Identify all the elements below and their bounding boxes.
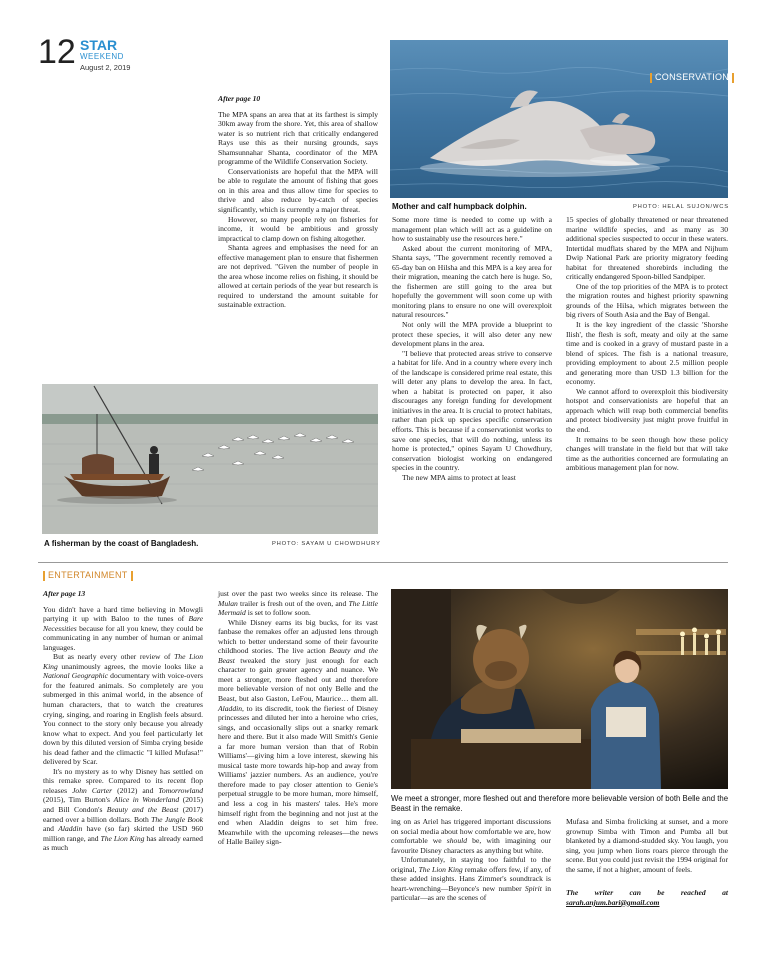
fisherman-caption: A fisherman by the coast of Bangladesh. bbox=[44, 539, 199, 548]
paragraph: just over the past two weeks since its release. The Mulan trailer is fresh out of the oven, and The Little Mermaid is set to follow soon. bbox=[218, 589, 379, 618]
dolphin-image bbox=[390, 40, 728, 198]
paragraph: Shanta agrees and emphasises the need for an effective management plan to ensure that fishermen are not deprived. "Given the number of people in the area whose income relies on fishing, it should be allowed at certain periods of the year but research is required to understand the amount suitable for sustainable extraction. bbox=[218, 243, 378, 310]
beauty-beast-caption: We meet a stronger, more fleshed out and therefore more believable version of both Belle and the Beast in the remake. bbox=[391, 794, 729, 813]
dolphin-photo bbox=[390, 40, 728, 198]
conservation-col1-body bbox=[218, 110, 378, 310]
writer-credit-prefix: The writer can be reached at bbox=[566, 888, 728, 898]
entertainment-col3-body bbox=[391, 817, 551, 903]
paragraph: However, so many people rely on fisheries for income, it would be ambitious and grossly impractical to clamp down on fishing altogether. bbox=[218, 214, 378, 243]
entertainment-col4-body bbox=[566, 817, 728, 874]
paragraph: One of the top priorities of the MPA is to protect the migration routes and highest priority spawning grounds of the Hilsa, which migrates between the big rivers of South Asia and the Bay of Bengal. bbox=[566, 281, 728, 320]
paragraph: 15 species of globally threatened or near threatened marine wildlife species, and as many as 30 additional species suspected to occur in these waters. Intertidal mudflats shared by the MPA and Nijhum Dwip National Park are priority migratory feeding habitat for threatened shorebirds including the critically endangered Spoon-billed Sandpiper. bbox=[566, 215, 728, 282]
beauty-beast-photo bbox=[391, 589, 728, 789]
paragraph: "I believe that protected areas strive to conserve a habitat for life. And in a country where every inch of the landscape is considered prime real estate, this will deter any plans to develop the area. In fact, when a habitat is protected on paper, it also discourages any foreign funding for development initiatives in the area. It is crucial to protect habitats, rather than pick up species specific conservation efforts. This is because if a conservationist works to save one species, that will do nothing, unless its home is protected," opines Sayam U Chowdhury, conservation biologist working on endangered species in the country. bbox=[392, 348, 552, 473]
paragraph: It remains to be seen though how these policy changes will translate in the field but that will take time as the authorities concerned are formulating an ambitious management plan for now. bbox=[566, 434, 728, 473]
paragraph: Unfortunately, in staying too faithful to the original, The Lion King remake offers few, if any, of these added insights. Hans Zimmer's soundtrack is heart-wrenching—Beyonce's new number Spirit in particular—as are the scenes of bbox=[391, 855, 551, 903]
section-bar-icon bbox=[650, 73, 652, 83]
entertainment-kicker: After page 13 bbox=[43, 589, 86, 598]
conservation-section-tag: CONSERVATION bbox=[647, 72, 737, 83]
paragraph: ing on as Ariel has triggered important discussions on social media about how comfortable we are, how comfortable we should be, with imagining our favourite Disney characters as anything but white. bbox=[391, 817, 551, 855]
section-bar-icon bbox=[131, 571, 133, 581]
dolphin-credit: PHOTO: HELAL SUJON/WCS bbox=[633, 204, 729, 210]
page-number: 12 bbox=[38, 33, 76, 71]
paragraph: You didn't have a hard time believing in Mowgli partying it up with Baloo to the tunes of Bare Necessities because for all you knew, they could be communicating in any number of human or animal languages. bbox=[43, 604, 203, 652]
paragraph: Some more time is needed to come up with a management plan which will act as a guideline on how to sustainably use the resources here." bbox=[392, 215, 552, 244]
beauty-beast-image bbox=[391, 589, 728, 789]
conservation-column-3 bbox=[566, 215, 728, 473]
paragraph: Mufasa and Simba frolicking at sunset, and a more grownup Simba with Timon and Pumba all but blanketed by a diamond-studded sky. You laugh, you sing, you jump when lions roars pierce through the scene. But you could just revisit the 1994 original for the same, if not a higher, amount of feels. bbox=[566, 817, 728, 874]
paragraph: Conservationists are hopeful that the MPA will be able to regulate the amount of fishing that goes on in this area and thus allow time for species to thrive and also reduce by-catch of species significantly, which is currently a major threat. bbox=[218, 166, 378, 215]
entertainment-section-tag: ENTERTAINMENT bbox=[40, 570, 136, 581]
paragraph: The MPA spans an area that at its farthest is simply 30km away from the shore. Yet, this area of shallow water is so nutrient rich that critically endangered Rays use this as their nursing grounds, says Shamsunnahar Shanta, coordinator of the MPA programme of the Wildlife Conservation Society. bbox=[218, 109, 378, 167]
fisherman-photo bbox=[42, 384, 378, 534]
paragraph: We cannot afford to overexploit this biodiversity hotspot and conservationists are hopeful that an approach which will reap both commercial benefits and protect biodiversity just might prove fruitful in the end. bbox=[566, 386, 728, 435]
paragraph: While Disney earns its big bucks, for its vast fanbase the remakes offer an adjusted lens through which to better understand some of their favourite childhood stories. The live action Beauty and the Beast tweaked the story just enough for each character to gain greater agency and nuance. We meet a stronger, more fleshed out and therefore more believable version of not only Belle and the Beast, but also Gaston, LeFou, Maurice… them all. Aladdin, to its discredit, took the fieriest of Disney princesses and diluted her into a heroine who cries, sings, and occasionally slips out a snarky remark here and there. But it also made Will Smith's Genie a far more human version than that of Robin Williams'—giving him a love interest, skewing his musical taste more towards hip-hop and away from Williams' jazzier numbers. As an audience, you're therefore made to pay closer attention to Genie's perpetual struggle to be more human, more himself, and less a cog in his masters' tales. He's more himself right from the beginning and not just at the end when Aladdin deigns to set him free. Meanwhile with the upcoming releases—the news of Halle Bailey sign- bbox=[218, 617, 378, 847]
entertainment-column-2 bbox=[218, 589, 378, 847]
entertainment-col2-body bbox=[218, 589, 378, 847]
entertainment-col1-body bbox=[43, 605, 203, 853]
entertainment-column-1 bbox=[43, 589, 203, 853]
entertainment-column-4 bbox=[566, 817, 728, 907]
fisherman-image bbox=[42, 384, 378, 534]
conservation-kicker: After page 10 bbox=[218, 94, 261, 103]
conservation-column-1 bbox=[218, 94, 378, 310]
conservation-col2-body bbox=[392, 215, 552, 482]
paragraph: It's no mystery as to why Disney has settled on this remake spree. Compared to its recent flop releases John Carter (2012) and Tomorrowland (2015), Tim Burton's Alice in Wonderland (2015) and Bill Condon's Beauty and the Beast (2017) earned over a billion dollars. Both The Jungle Book and Aladdin have (so far) skirted the USD 960 million range, and The Lion King has already earned as much bbox=[43, 766, 203, 853]
issue-date: August 2, 2019 bbox=[80, 63, 131, 72]
brand-sublabel: WEEKEND bbox=[80, 52, 124, 61]
paragraph: It is the key ingredient of the classic 'Shorshe Ilish', the flesh is soft, meaty and oily at the same time and is cooked in a gravy of mustard paste in a blend of spices. The fish is a national treasure, providing employment to about 2.5 million people and generating more than USD 1.3 billion for the economy. bbox=[566, 320, 728, 387]
paragraph: Not only will the MPA provide a blueprint to protect these species, it will also deter any new development plans in the area. bbox=[392, 320, 552, 349]
section-divider bbox=[38, 562, 728, 563]
entertainment-column-3 bbox=[391, 817, 551, 903]
section-bar-icon bbox=[43, 571, 45, 581]
paragraph: Asked about the current monitoring of MPA, Shanta says, "The government recently removed a 65-day ban on Hilsha and this MPA is a key area for their migration, meaning the catch here is huge. So, the fishermen are still going to the area but hopefully the government will soon come up with monitoring plans to ensure no one will overexploit natural resources." bbox=[392, 243, 552, 320]
conservation-col3-body bbox=[566, 215, 728, 473]
writer-credit bbox=[566, 888, 728, 907]
dolphin-caption: Mother and calf humpback dolphin. bbox=[392, 202, 527, 211]
section-bar-icon bbox=[732, 73, 734, 83]
fisherman-credit: PHOTO: SAYAM U CHOWDHURY bbox=[272, 541, 381, 547]
writer-email-link[interactable]: sarah.anjum.bari@gmail.com bbox=[566, 897, 660, 907]
conservation-column-2 bbox=[392, 215, 552, 482]
brand-logo: STAR bbox=[80, 37, 118, 53]
paragraph: But as nearly every other review of The Lion King unanimously agrees, the movie looks like a National Geographic documentary with voice-overs for the featured animals. So completely are you submerged in this animal world, in the absence of human characters, that to watch the creatures crying, singing, and roaring in English feels absurd. You connect to the story only because you already know what to expect. And you feel particularly let down by this diluted version of Simba crying beside his dead father and the climactic "I killed Mufasa!" delivered by Scar. bbox=[43, 652, 203, 767]
paragraph: The new MPA aims to protect at least bbox=[402, 472, 516, 482]
